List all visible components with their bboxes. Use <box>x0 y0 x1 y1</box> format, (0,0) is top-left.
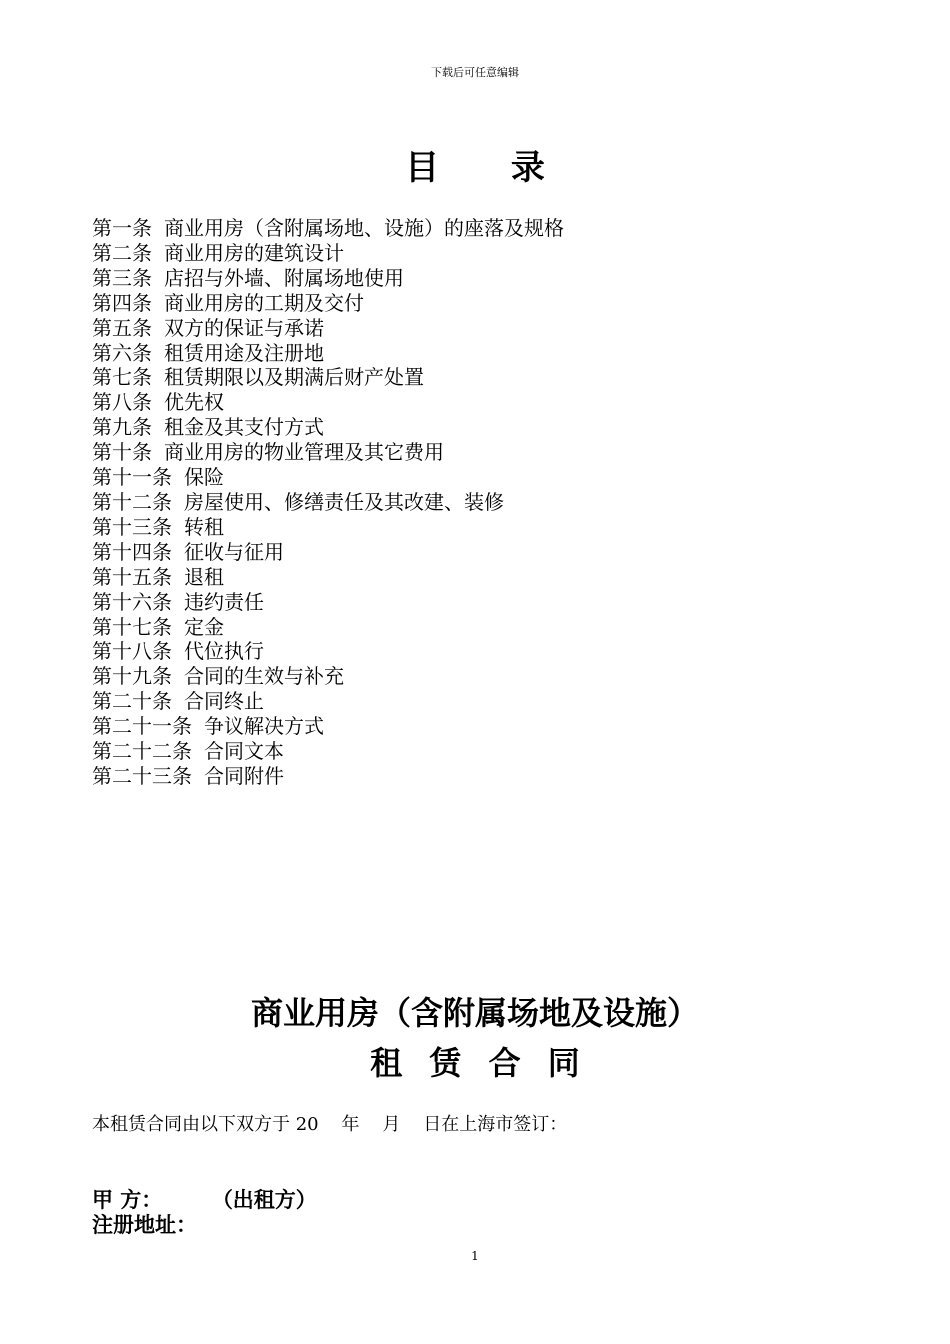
toc-item-text: 代位执行 <box>184 639 264 664</box>
toc-item-number: 第五条 <box>92 315 152 340</box>
toc-item <box>92 714 564 739</box>
toc-item <box>92 216 564 241</box>
toc-item-text: 租赁用途及注册地 <box>164 340 324 365</box>
toc-item-text: 房屋使用、修缮责任及其改建、装修 <box>184 489 504 514</box>
toc-item-number: 第十六条 <box>92 589 172 614</box>
toc-item-text: 租赁期限以及期满后财产处置 <box>164 365 424 390</box>
party-a-label: 甲 方： <box>92 1188 163 1212</box>
toc-item <box>92 664 564 689</box>
toc-item <box>92 291 564 316</box>
toc-item-text: 双方的保证与承诺 <box>164 315 324 340</box>
toc-item-number: 第七条 <box>92 365 152 390</box>
toc-item-text: 转租 <box>184 514 224 539</box>
contract-intro: 本租赁合同由以下双方于 20 年 月 日在上海市签订： <box>92 1114 568 1135</box>
toc-item <box>92 515 564 540</box>
contract-title: 商业用房（含附属场地及设施） <box>250 994 699 1032</box>
toc-item <box>92 639 564 664</box>
header-note: 下载后可任意编辑 <box>431 66 519 79</box>
toc-item-text: 保险 <box>184 465 224 490</box>
toc-item-number: 第二十三条 <box>92 763 192 788</box>
toc-item-number: 第十七条 <box>92 614 172 639</box>
toc-item-text: 定金 <box>184 614 224 639</box>
toc-item-text: 商业用房的物业管理及其它费用 <box>164 440 444 465</box>
toc-item <box>92 689 564 714</box>
toc-item-number: 第十二条 <box>92 489 172 514</box>
party-a-role: （出租方） <box>222 1188 317 1212</box>
toc-item <box>92 764 564 789</box>
toc-item-text: 商业用房（含附属场地、设施）的座落及规格 <box>164 216 564 240</box>
toc-item-text: 合同终止 <box>184 689 264 714</box>
toc-item <box>92 565 564 590</box>
contract-subtitle: 租 赁 合 同 <box>370 1044 588 1082</box>
toc-item-text: 退租 <box>184 564 224 589</box>
toc-item <box>92 316 564 341</box>
toc-item <box>92 440 564 465</box>
toc-item <box>92 590 564 615</box>
page-number: 1 <box>471 1249 479 1263</box>
toc-item-number: 第二条 <box>92 240 152 265</box>
toc-item-text: 租金及其支付方式 <box>164 415 324 440</box>
toc-item-number: 第十条 <box>92 440 152 465</box>
toc-item-number: 第三条 <box>92 265 152 290</box>
toc-item-number: 第十八条 <box>92 639 172 664</box>
toc-item <box>92 415 564 440</box>
toc-item-number: 第二十条 <box>92 689 172 714</box>
toc-item-text: 征收与征用 <box>184 539 284 564</box>
toc-item-number: 第六条 <box>92 340 152 365</box>
toc-item-text: 商业用房的建筑设计 <box>164 240 344 265</box>
toc-item-number: 第九条 <box>92 415 152 440</box>
toc-item <box>92 365 564 390</box>
toc-item-number: 第十九条 <box>92 664 172 689</box>
toc-item-text: 优先权 <box>164 390 224 415</box>
toc-item <box>92 739 564 764</box>
toc-item <box>92 490 564 515</box>
toc-item-number: 第十三条 <box>92 514 172 539</box>
toc-item <box>92 241 564 266</box>
toc-item-number: 第八条 <box>92 390 152 415</box>
toc-item <box>92 341 564 366</box>
toc-item-number: 第十四条 <box>92 539 172 564</box>
toc-item-text: 合同的生效与补充 <box>184 664 344 689</box>
toc-title: 目 录 <box>405 148 575 188</box>
toc-item <box>92 465 564 490</box>
toc-item-number: 第十一条 <box>92 465 172 490</box>
toc-item-text: 店招与外墙、附属场地使用 <box>164 265 404 290</box>
toc-item-number: 第二十二条 <box>92 739 192 764</box>
toc-item <box>92 540 564 565</box>
party-a-line <box>92 1187 317 1213</box>
toc-item <box>92 390 564 415</box>
toc-item-number: 第一条 <box>92 216 152 240</box>
toc-item-number: 第四条 <box>92 290 152 315</box>
toc-item <box>92 615 564 640</box>
toc-item-text: 商业用房的工期及交付 <box>164 290 364 315</box>
registered-address-label: 注册地址： <box>92 1213 197 1237</box>
toc-item-text: 合同文本 <box>204 739 284 764</box>
toc-item-number: 第二十一条 <box>92 714 192 739</box>
toc-item-text: 违约责任 <box>184 589 264 614</box>
toc-list <box>92 216 564 789</box>
toc-item <box>92 266 564 291</box>
toc-item-text: 争议解决方式 <box>204 714 324 739</box>
toc-item-number: 第十五条 <box>92 564 172 589</box>
toc-item-text: 合同附件 <box>204 763 284 788</box>
